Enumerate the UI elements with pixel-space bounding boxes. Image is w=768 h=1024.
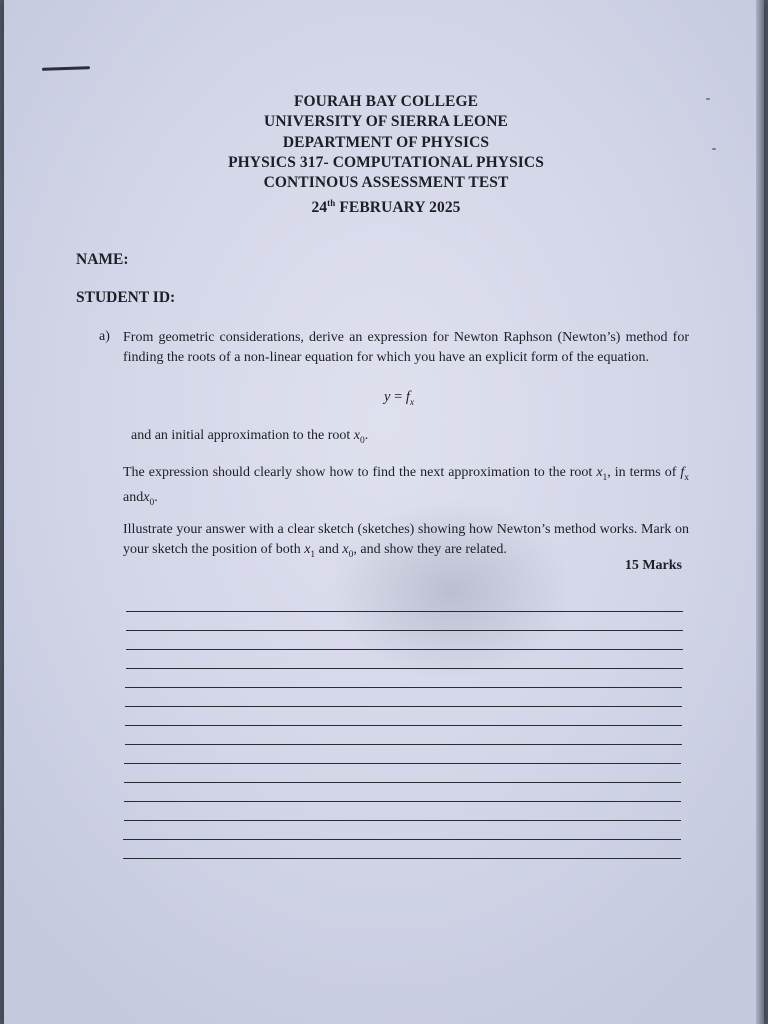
para3-suffix: . [154, 489, 158, 505]
formula-f: f [405, 389, 410, 405]
answer-line[interactable] [124, 782, 681, 783]
university-name: UNIVERSITY OF SIERRA LEONE [264, 113, 508, 131]
date-suffix: th [327, 198, 336, 209]
question-paragraph-2 [131, 426, 697, 451]
formula-equals: = [390, 389, 406, 405]
answer-line[interactable] [123, 858, 681, 859]
exam-document [4, 0, 764, 1024]
answer-line[interactable] [123, 839, 681, 840]
answer-line[interactable] [124, 820, 681, 821]
question-paragraph-1: From geometric considerations, derive an expression for Newton Raphson (Newton’s) method for finding the roots of a non-linear equation for which you have an explicit form of the equation. [123, 330, 689, 365]
department-name: DEPARTMENT OF PHYSICS [282, 133, 490, 151]
para3-prefix: The expression should clearly show how to find the next approximation to the root [123, 465, 597, 480]
answer-line[interactable] [125, 725, 682, 726]
test-date [4, 193, 768, 218]
college-name: FOURAH BAY COLLEGE [293, 93, 479, 110]
answer-line[interactable] [126, 649, 683, 650]
para4-sub1: 1 [310, 549, 316, 560]
para3-sub2: x [684, 472, 690, 483]
answer-line[interactable] [124, 763, 681, 764]
answer-line[interactable] [126, 611, 683, 612]
para3-and: and [123, 489, 144, 505]
answer-line[interactable] [125, 706, 682, 707]
date-rest: FEBRUARY 2025 [335, 199, 461, 217]
formula-subscript: x [409, 397, 415, 408]
para4-var1: x [304, 542, 311, 557]
exam-header [4, 92, 768, 219]
formula-y: y [384, 389, 391, 405]
para2-suffix: . [364, 428, 369, 443]
para2-sub: 0 [360, 435, 365, 446]
para2-prefix: and an initial approximation to the root [131, 428, 354, 443]
para3-mid: , in terms of [607, 465, 681, 480]
para3-sub3: 0 [149, 497, 155, 508]
question-formula [384, 389, 414, 408]
answer-line[interactable] [124, 801, 681, 802]
answer-line[interactable] [126, 668, 683, 669]
para2-var: x [353, 428, 361, 443]
answer-line[interactable] [126, 630, 683, 631]
para3-var3: x [143, 489, 150, 505]
para3-sub1: 1 [602, 472, 608, 483]
answer-line[interactable] [125, 687, 682, 688]
marks-label: 15 Marks [624, 558, 682, 573]
answer-line[interactable] [125, 744, 682, 745]
para3-var2: f [680, 465, 685, 480]
question-paragraph-3 [123, 463, 689, 513]
test-type: CONTINOUS ASSESSMENT TEST [263, 174, 509, 192]
para4-var2: x [342, 542, 349, 557]
name-label: NAME: [76, 251, 129, 268]
para4-prefix: Illustrate your answer with a clear sketch (sketches) showing how Newton’s method works. Mark on your sketch the position of both [123, 522, 689, 557]
student-id-label: STUDENT ID: [76, 289, 176, 306]
paper-sheet [4, 0, 764, 1024]
para4-sub2: 0 [348, 549, 354, 560]
para4-suffix: , and show they are related. [353, 542, 507, 557]
para4-and: and [315, 542, 343, 557]
question-marker: a) [99, 329, 110, 344]
course-title: PHYSICS 317- COMPUTATIONAL PHYSICS [228, 153, 544, 171]
date-day: 24 [311, 199, 328, 217]
para3-var1: x [596, 465, 603, 480]
